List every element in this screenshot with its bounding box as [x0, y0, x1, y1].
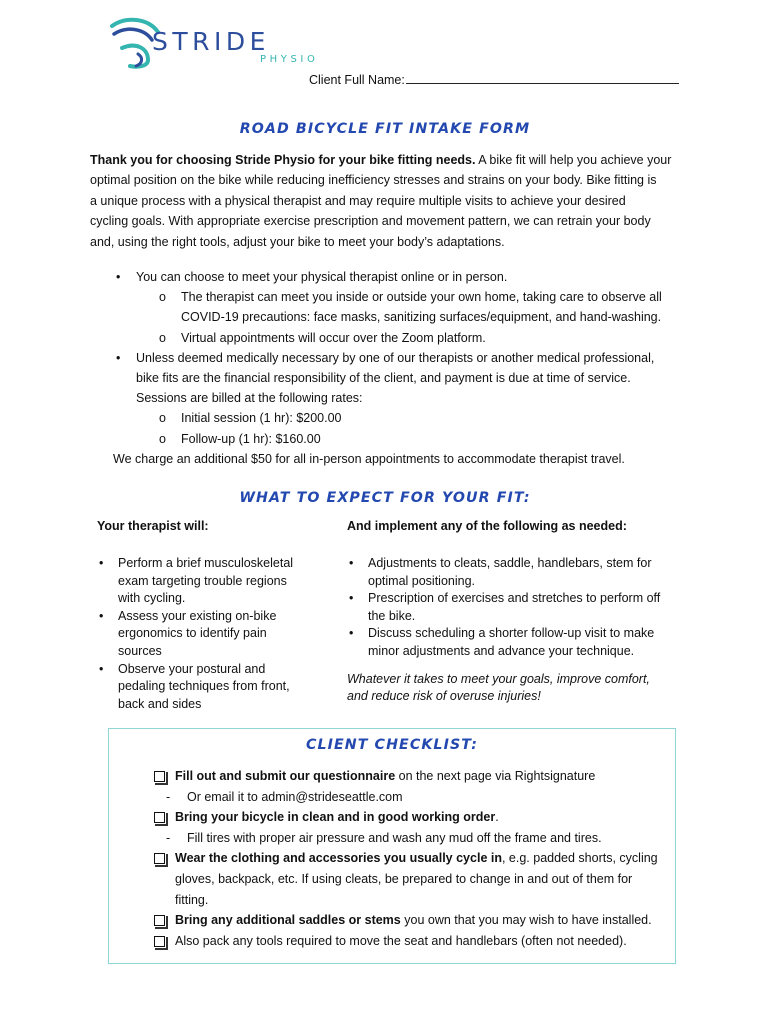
list-item: • Assess your existing on-bike ergonomics to identify pain sources: [99, 608, 277, 658]
checklist-item-saddles[interactable]: Bring any additional saddles or stems you own that you may wish to have installed.: [154, 910, 664, 931]
list-item: • Adjustments to cleats, saddle, handlebars, stem for optimal positioning.: [349, 556, 652, 588]
checkbox-icon[interactable]: [154, 771, 165, 782]
list-item: • Observe your postural and pedaling techniques from front, back and sides: [99, 661, 290, 711]
checkbox-icon[interactable]: [154, 812, 165, 823]
checklist-title: CLIENT CHECKLIST:: [305, 737, 479, 753]
intro-line: A bike fit will help you achieve your: [475, 153, 672, 167]
travel-fee-note: We charge an additional $50 for all in-person appointments to accommodate therapist travel.: [113, 451, 625, 466]
checklist-item-tools[interactable]: Also pack any tools required to move the seat and handlebars (often not needed).: [154, 931, 664, 952]
checklist-item-clothing[interactable]: Wear the clothing and accessories you usually cycle in, e.g. padded shorts, cycling gloves, backpack, etc. If using cleats, be prepared to change in and out of them for fitting.: [154, 848, 664, 910]
client-name-line[interactable]: [406, 73, 679, 84]
list-item: o The therapist can meet you inside or outside your own home, taking care to observe all COVID-19 precautions: face masks, sanitizing surfaces/equipment, and hand-washing.: [159, 290, 662, 325]
list-item: • Prescription of exercises and stretches to perform off the bike.: [349, 591, 661, 623]
expect-title: WHAT TO EXPECT FOR YOUR FIT:: [239, 490, 531, 506]
intro-line: and, using the right tools, adjust your bike to meet your body’s adaptations.: [90, 234, 505, 249]
stride-physio-logo: [108, 14, 319, 70]
checklist-item-bicycle[interactable]: Bring your bicycle in clean and in good working order.: [154, 807, 664, 828]
logo-wordmark: STRIDE: [152, 27, 270, 56]
list-item: o Virtual appointments will occur over the Zoom platform.: [159, 330, 486, 345]
form-title: ROAD BICYCLE FIT INTAKE FORM: [239, 121, 531, 137]
checkbox-icon[interactable]: [154, 853, 165, 864]
left-column: [97, 555, 327, 713]
list-item: o Follow-up (1 hr): $160.00: [159, 431, 321, 446]
right-column: [347, 555, 677, 706]
checkbox-icon[interactable]: [154, 936, 165, 947]
intro-line: cycling goals. With appropriate exercise prescription and movement pattern, we can retrain your body: [90, 214, 651, 229]
checklist-item-questionnaire[interactable]: Fill out and submit our questionnaire on the next page via Rightsignature: [154, 766, 664, 787]
goals-note: Whatever it takes to meet your goals, improve comfort, and reduce risk of overuse injuries!: [347, 671, 650, 704]
logo-subtitle: PHYSIO: [260, 54, 319, 65]
list-item: • Unless deemed medically necessary by one of our therapists or another medical professional, bike fits are the financial responsibility of the client, and payment is due at time of service. Sessions are billed at the following rates:: [116, 350, 655, 406]
right-column-heading: And implement any of the following as needed:: [347, 519, 627, 533]
policy-bullets: [90, 267, 680, 469]
intro-line: optimal position on the bike while reducing inefficiency stresses and strains on your body. Bike fitting is: [90, 173, 657, 188]
client-name-label: Client Full Name:: [309, 73, 405, 87]
list-item: • Perform a brief musculoskeletal exam targeting trouble regions with cycling.: [99, 556, 294, 606]
list-item: • Discuss scheduling a shorter follow-up visit to make minor adjustments and advance your technique.: [349, 626, 655, 658]
intro-paragraph: [90, 150, 680, 252]
list-item: o Initial session (1 hr): $200.00: [159, 411, 342, 426]
list-item: • You can choose to meet your physical therapist online or in person.: [116, 270, 508, 284]
left-column-heading: Your therapist will:: [97, 519, 209, 533]
checklist-items: [154, 766, 664, 951]
checkbox-icon[interactable]: [154, 915, 165, 926]
client-name-field[interactable]: [309, 73, 679, 87]
client-checklist-box: [108, 728, 676, 964]
checklist-subitem: - Or email it to admin@strideseattle.com: [166, 789, 403, 804]
checklist-subitem: - Fill tires with proper air pressure and wash any mud off the frame and tires.: [166, 830, 602, 845]
intro-bold: Thank you for choosing Stride Physio for your bike fitting needs.: [90, 153, 476, 167]
intro-line: a unique process with a physical therapist and may require multiple visits to achieve your desired: [90, 193, 626, 208]
